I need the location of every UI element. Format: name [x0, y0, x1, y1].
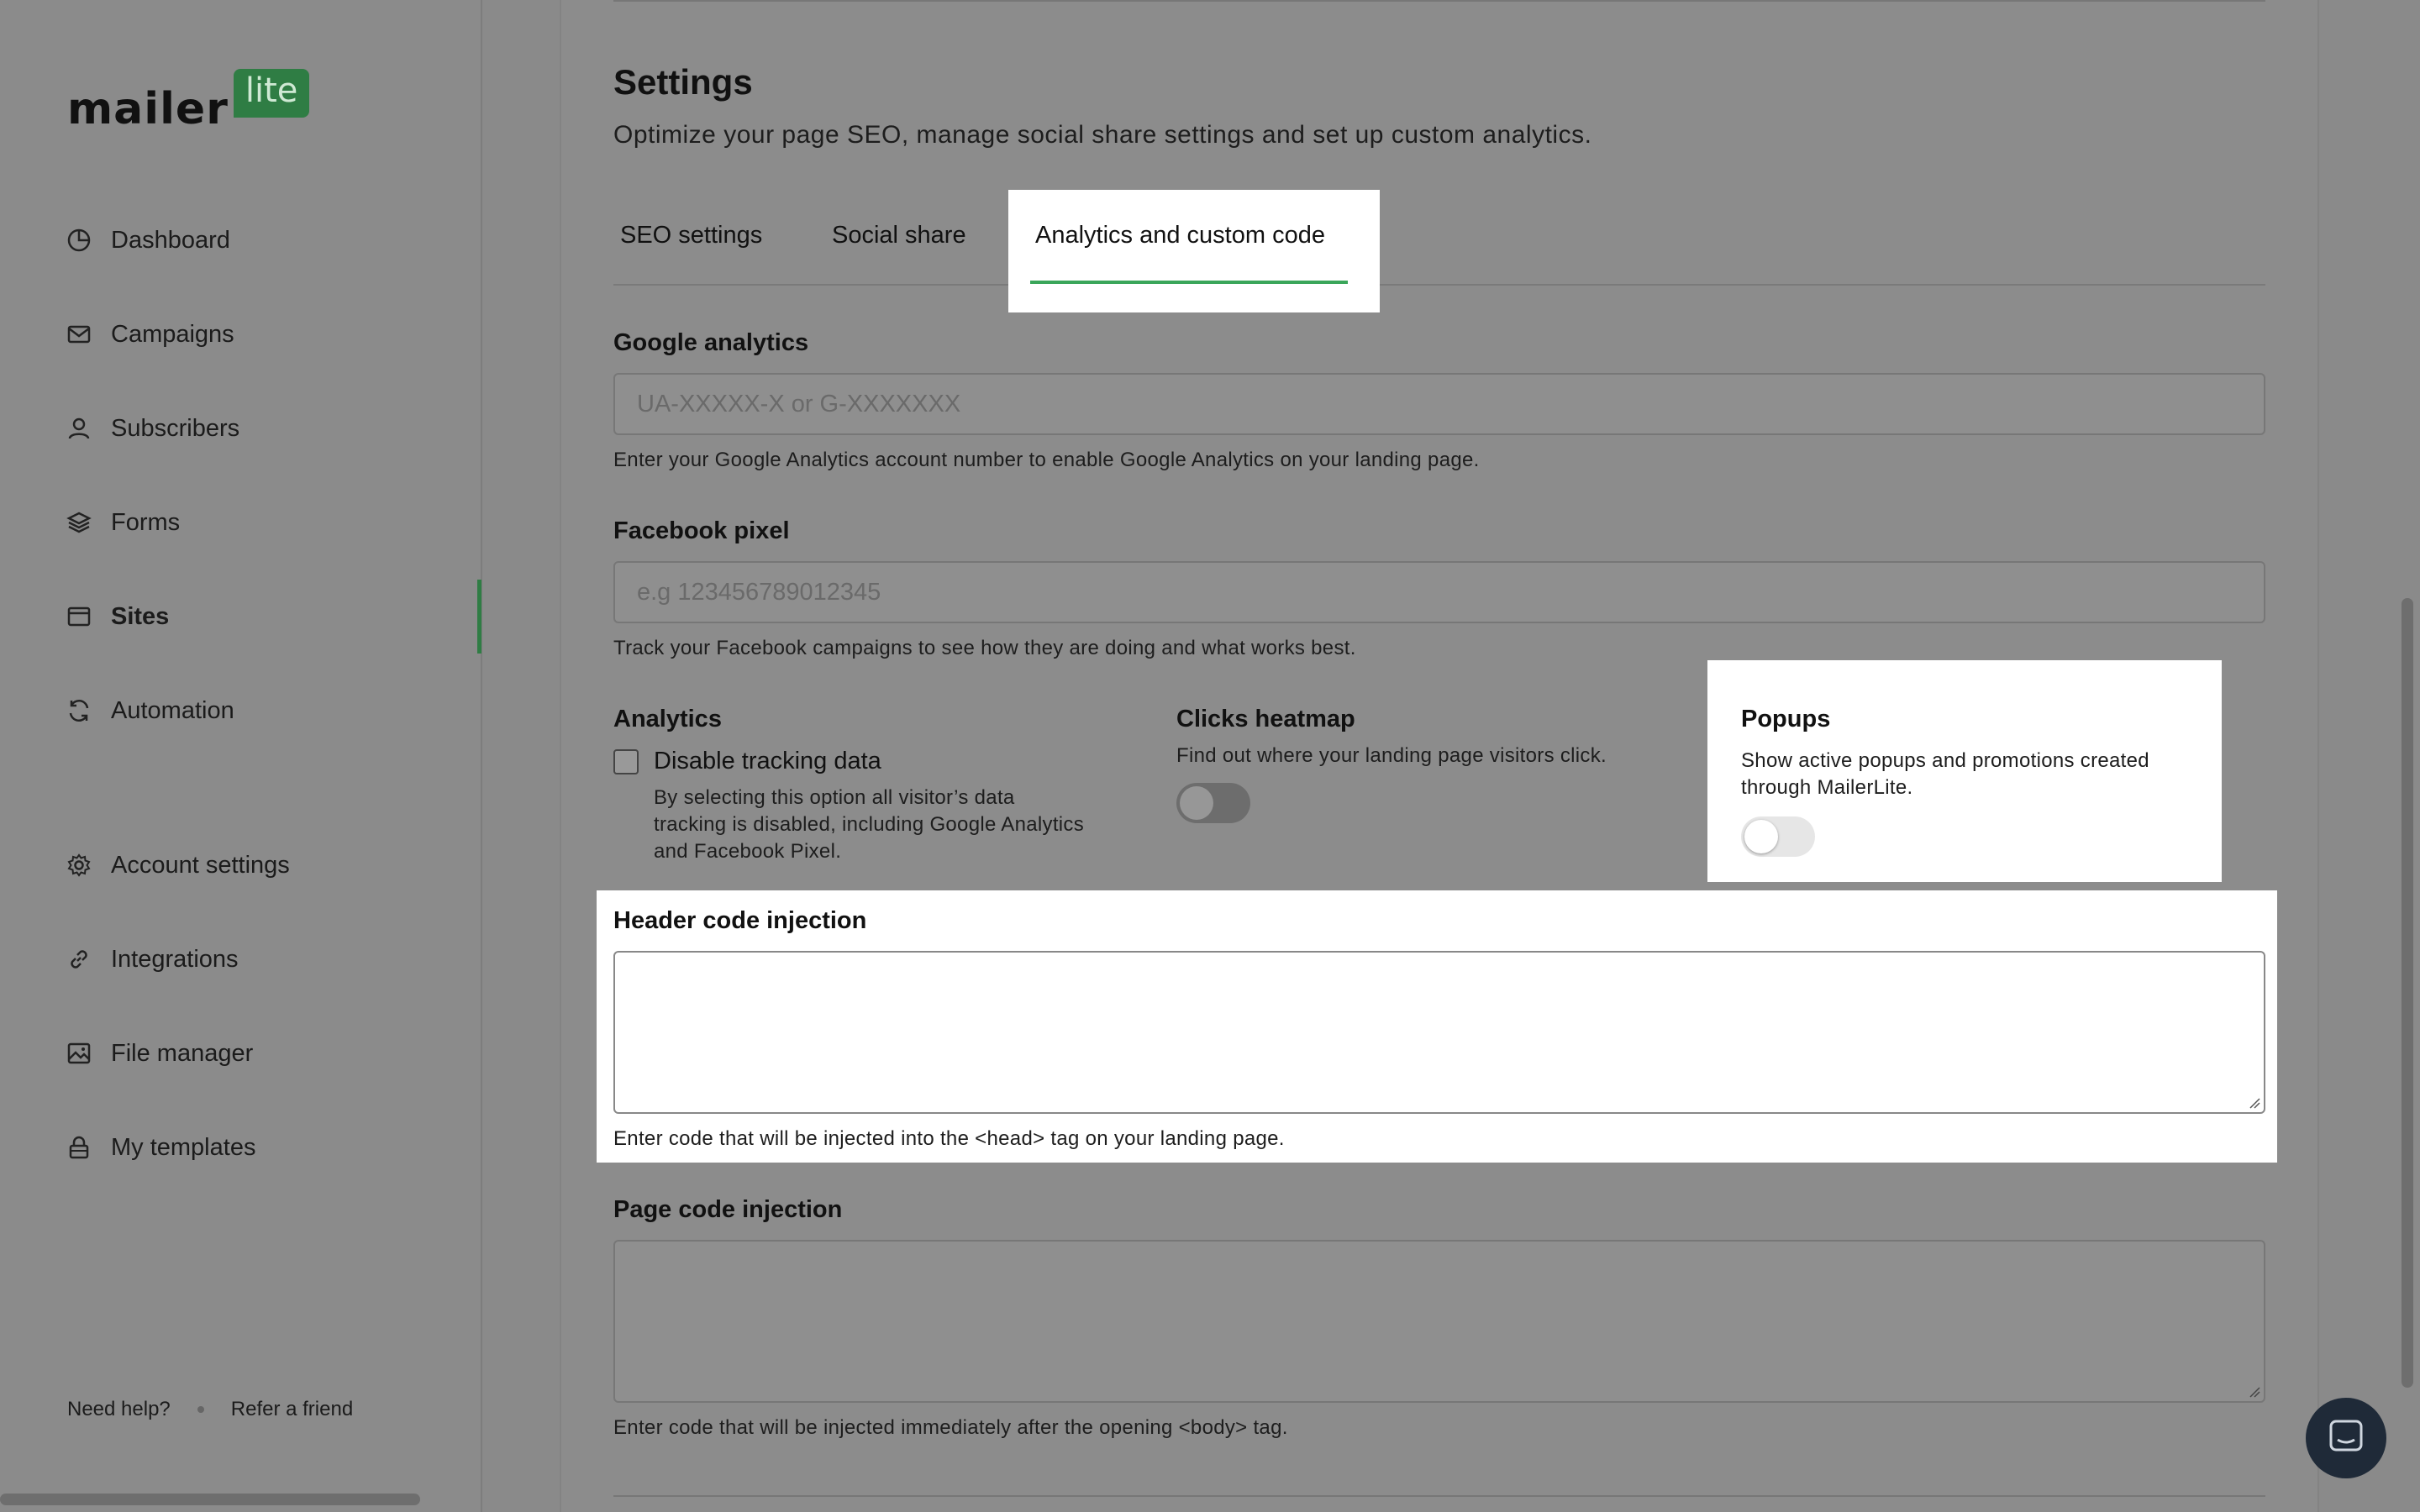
sidebar-item-campaigns[interactable] [66, 309, 234, 360]
sidebar-item-label: Dashboard [111, 226, 230, 254]
page-code-injection-textarea[interactable] [613, 1240, 2265, 1403]
sidebar-item-label: Integrations [111, 945, 239, 973]
divider [613, 0, 2265, 2]
toggle-knob [1744, 820, 1778, 853]
browser-icon [66, 603, 92, 630]
chat-icon [2328, 1418, 2365, 1459]
header-code-injection-help: Enter code that will be injected into the <head> tag on your landing page. [613, 1127, 1285, 1150]
popups-toggle[interactable] [1741, 816, 1815, 857]
page-subtitle: Optimize your page SEO, manage social share settings and set up custom analytics. [613, 121, 1592, 149]
header-code-injection-label: Header code injection [613, 907, 867, 934]
google-analytics-help: Enter your Google Analytics account number to enable Google Analytics on your landing page. [613, 449, 1480, 471]
clicks-heatmap-help: Find out where your landing page visitors click. [1176, 744, 1607, 767]
active-tab-underline [1030, 281, 1348, 284]
link-icon [66, 946, 92, 973]
sidebar-footer [67, 1398, 353, 1421]
popups-help-line: through MailerLite. [1741, 776, 1913, 799]
refer-friend-link[interactable]: Refer a friend [230, 1398, 354, 1420]
chat-support-button[interactable] [2306, 1398, 2386, 1478]
facebook-pixel-help: Track your Facebook campaigns to see how they are doing and what works best. [613, 637, 1356, 659]
clock-icon [66, 227, 92, 254]
sidebar-item-label: Subscribers [111, 414, 240, 442]
lock-icon [66, 1134, 92, 1161]
sidebar-item-automation[interactable] [66, 685, 234, 736]
clicks-heatmap-toggle[interactable] [1176, 783, 1250, 823]
disable-tracking-checkbox[interactable] [613, 749, 639, 774]
sidebar-item-label: Sites [111, 602, 170, 630]
tab-analytics-custom-code[interactable]: Analytics and custom code [1035, 222, 1325, 249]
logo-text: mailer [67, 84, 229, 134]
logo-badge: lite [234, 69, 310, 118]
mailerlite-logo[interactable] [67, 69, 309, 134]
tab-social-share[interactable]: Social share [832, 222, 966, 249]
layers-icon [66, 509, 92, 536]
resize-handle-icon[interactable] [2249, 1097, 2260, 1109]
sidebar-item-subscribers[interactable] [66, 403, 239, 454]
sidebar [0, 0, 482, 1512]
sidebar-item-sites[interactable] [66, 591, 169, 642]
refresh-icon [66, 697, 92, 724]
popups-help [1741, 748, 2149, 801]
sidebar-item-label: Account settings [111, 851, 290, 879]
sidebar-item-file-manager[interactable] [66, 1028, 253, 1079]
vertical-scrollbar[interactable] [2402, 598, 2413, 1388]
image-icon [66, 1040, 92, 1067]
divider [613, 1495, 2265, 1497]
need-help-link[interactable]: Need help? [67, 1398, 171, 1420]
facebook-pixel-label: Facebook pixel [613, 517, 790, 544]
disable-tracking-label[interactable]: Disable tracking data [654, 748, 881, 774]
sidebar-item-integrations[interactable] [66, 934, 239, 984]
google-analytics-label: Google analytics [613, 329, 809, 356]
page-code-injection-label: Page code injection [613, 1196, 843, 1223]
page-code-injection-help: Enter code that will be injected immediately after the opening <body> tag. [613, 1416, 1288, 1439]
popups-label: Popups [1741, 706, 1831, 732]
disable-tracking-help-line: By selecting this option all visitor’s data [654, 786, 1015, 809]
tab-analytics-highlight [1008, 190, 1380, 312]
sidebar-item-label: File manager [111, 1039, 254, 1067]
sidebar-item-dashboard[interactable] [66, 215, 230, 265]
popups-help-line: Show active popups and promotions created [1741, 749, 2149, 772]
disable-tracking-help-line: and Facebook Pixel. [654, 840, 842, 863]
envelope-icon [66, 321, 92, 348]
tabs-divider [613, 284, 2265, 286]
tab-seo-settings[interactable]: SEO settings [620, 222, 763, 249]
resize-handle-icon[interactable] [2249, 1386, 2260, 1398]
analytics-label: Analytics [613, 706, 722, 732]
disable-tracking-help [654, 785, 1084, 865]
gear-icon [66, 852, 92, 879]
page-title: Settings [613, 62, 753, 102]
disable-tracking-help-line: tracking is disabled, including Google Analytics [654, 813, 1085, 836]
sidebar-item-label: Forms [111, 508, 181, 536]
sidebar-item-label: Automation [111, 696, 234, 724]
sidebar-item-label: My templates [111, 1133, 256, 1161]
sidebar-item-my-templates[interactable] [66, 1122, 255, 1173]
facebook-pixel-input[interactable]: e.g 123456789012345 [613, 561, 2265, 623]
clicks-heatmap-label: Clicks heatmap [1176, 706, 1355, 732]
sidebar-item-label: Campaigns [111, 320, 234, 348]
user-icon [66, 415, 92, 442]
active-indicator [477, 580, 481, 654]
header-code-injection-textarea[interactable] [613, 951, 2265, 1114]
toggle-knob [1180, 786, 1213, 820]
sidebar-item-account-settings[interactable] [66, 840, 290, 890]
separator-dot [197, 1406, 204, 1413]
sidebar-item-forms[interactable] [66, 497, 180, 548]
horizontal-scrollbar[interactable] [0, 1494, 420, 1505]
google-analytics-input[interactable]: UA-XXXXX-X or G-XXXXXXX [613, 373, 2265, 435]
